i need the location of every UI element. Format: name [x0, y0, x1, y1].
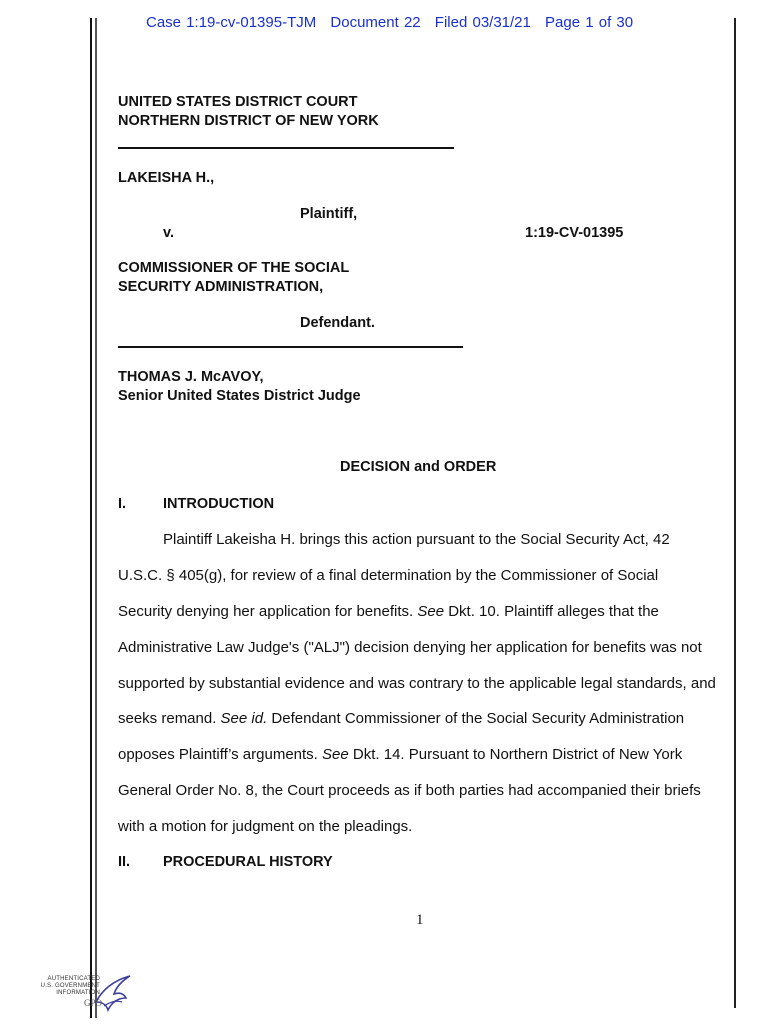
section-number-2: II.: [118, 854, 131, 870]
plaintiff-label: Plaintiff,: [300, 206, 358, 222]
case-number: 1:19-CV-01395: [525, 225, 624, 241]
paragraph-line: Security denying her application for benefits. See Dkt. 10. Plaintiff alleges that the: [118, 603, 659, 620]
section-heading-2: PROCEDURAL HISTORY: [163, 854, 333, 870]
judge-name: THOMAS J. McAVOY,: [118, 369, 264, 385]
stamp-mark: GPO: [84, 998, 103, 1008]
defendant-label: Defendant.: [300, 315, 375, 331]
stamp-line3: INFORMATION: [56, 990, 100, 996]
header-case: Case 1:19-cv-01395-TJM: [146, 14, 317, 31]
header-filed: Filed 03/31/21: [434, 14, 531, 31]
defendant-line1: COMMISSIONER OF THE SOCIAL: [118, 260, 350, 276]
paragraph-line: supported by substantial evidence and was contrary to the applicable legal standards, and: [118, 675, 716, 692]
paragraph-line: seeks remand. See id. Defendant Commissioner of the Social Security Administration: [118, 710, 685, 727]
stamp-line2: U.S. GOVERNMENT: [40, 983, 100, 989]
header-document: Document 22: [330, 14, 421, 31]
versus: v.: [163, 225, 175, 241]
section-number-1: I.: [118, 496, 127, 512]
caption-rule-bottom: [118, 346, 463, 348]
caption-rule-top: [118, 147, 454, 149]
paragraph-line: opposes Plaintiff’s arguments. See Dkt. 14. Pursuant to Northern District of New York: [118, 746, 683, 763]
judge-title: Senior United States District Judge: [118, 388, 361, 404]
section-heading-1: INTRODUCTION: [163, 496, 275, 512]
defendant-line2: SECURITY ADMINISTRATION,: [118, 279, 324, 295]
paragraph-line: Plaintiff Lakeisha H. brings this action pursuant to the Social Security Act, 42: [163, 531, 670, 548]
left-margin-bar: [90, 18, 92, 1018]
plaintiff-name: LAKEISHA H.,: [118, 170, 215, 186]
right-margin-bar: [734, 18, 736, 1008]
page-number: 1: [416, 912, 424, 928]
left-margin-bar-inner: [95, 18, 97, 1018]
paragraph-line: General Order No. 8, the Court proceeds as if both parties had accompanied their briefs: [118, 782, 701, 799]
stamp-line1: AUTHENTICATED: [47, 976, 100, 982]
gpo-authentication-stamp: [38, 972, 138, 1016]
paragraph-line: U.S.C. § 405(g), for review of a final determination by the Commissioner of Social: [118, 567, 659, 584]
ecf-header: [146, 14, 642, 31]
document-title: DECISION and ORDER: [340, 459, 497, 475]
paragraph-line: with a motion for judgment on the pleadings.: [118, 818, 413, 835]
court-name-line1: UNITED STATES DISTRICT COURT: [118, 94, 358, 110]
court-name-line2: NORTHERN DISTRICT OF NEW YORK: [118, 113, 379, 129]
paragraph-line: Administrative Law Judge's ("ALJ") decision denying her application for benefits was not: [118, 639, 702, 656]
header-page: Page 1 of 30: [545, 14, 634, 31]
eagle-seal-icon: [90, 972, 134, 1016]
